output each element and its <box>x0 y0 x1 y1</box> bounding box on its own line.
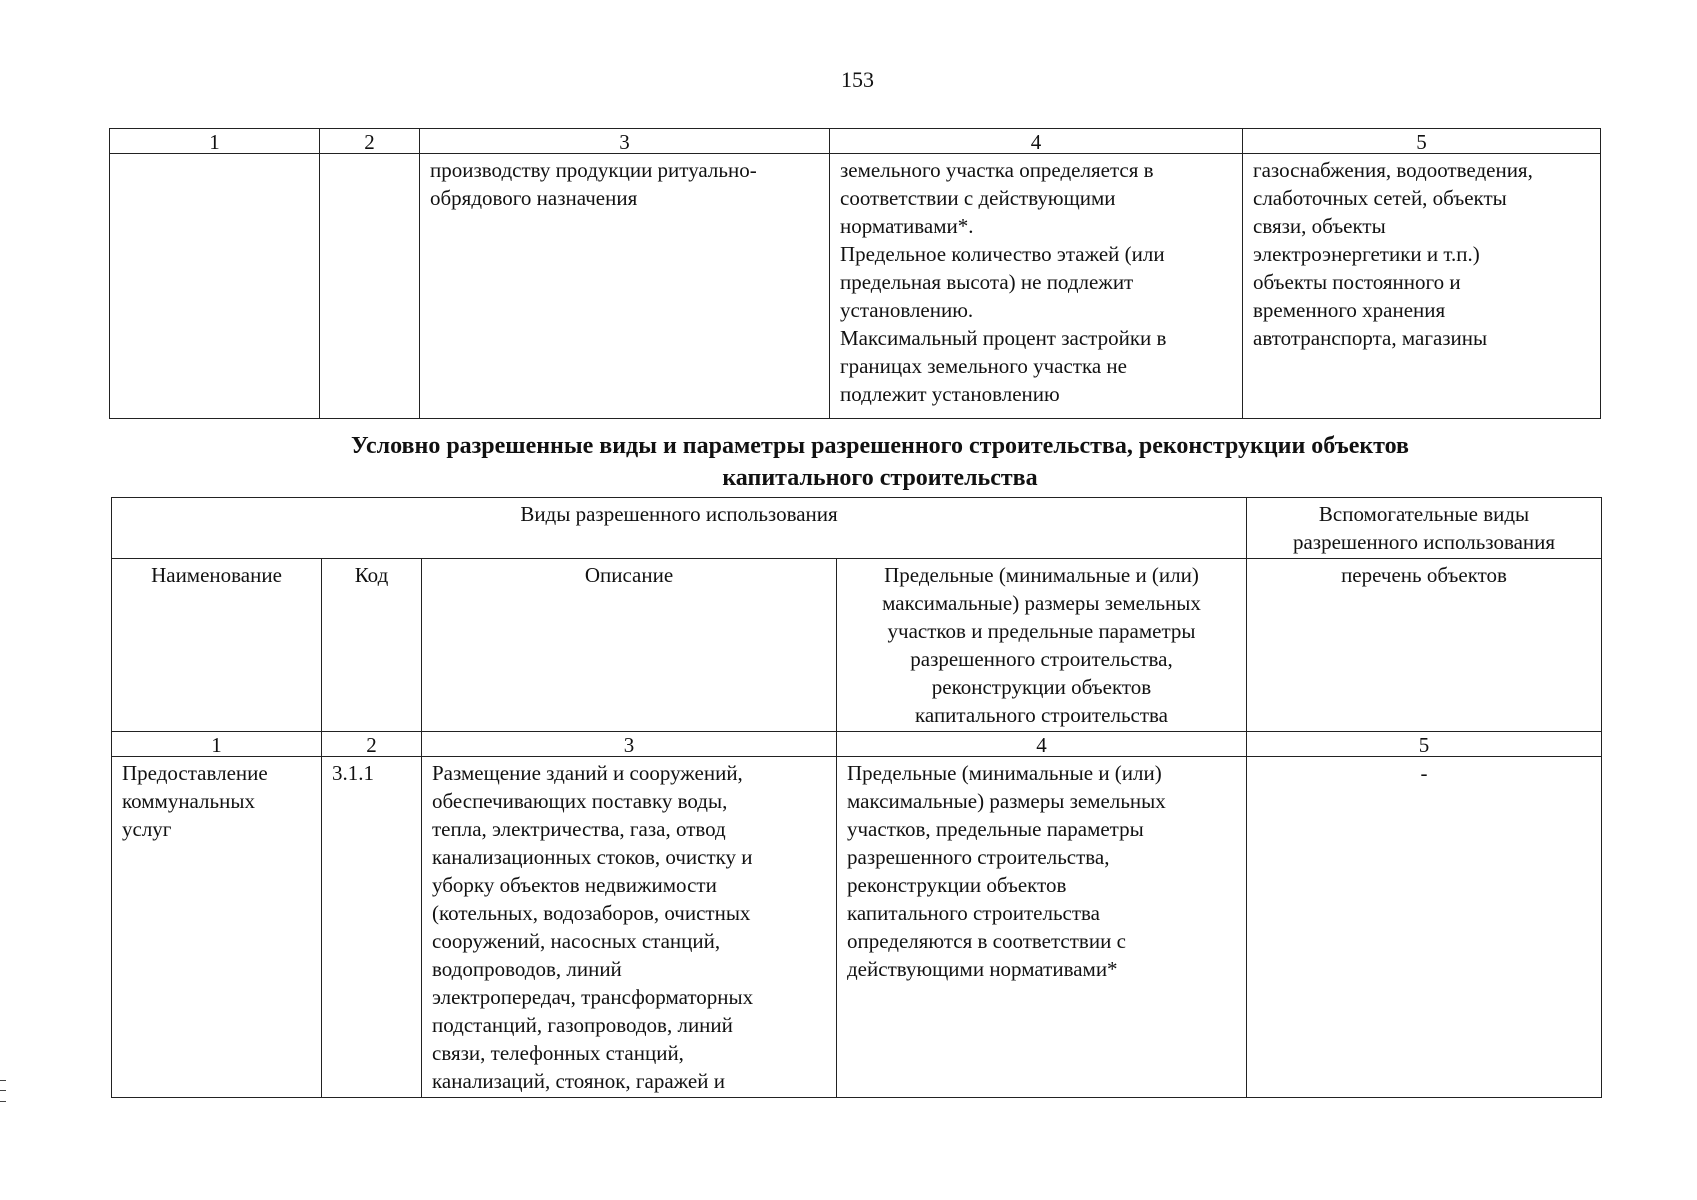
column-number: 3 <box>420 129 830 154</box>
table-row <box>110 154 1601 419</box>
cell-description: производству продукции ритуально- обрядового назначения <box>420 154 830 419</box>
cell-limits: земельного участка определяется в соответствии с действующими нормативами*. Предельное количество этажей (или предельная высота) не подлежит установлению. Максимальный процент застройки в границах земельного участка не подлежит установлению <box>830 154 1243 419</box>
conditional-uses-table <box>111 497 1602 1098</box>
column-number-row <box>112 732 1602 757</box>
cell-name <box>110 154 320 419</box>
column-number: 5 <box>1247 732 1602 757</box>
column-number: 4 <box>830 129 1243 154</box>
page-number: 153 <box>841 67 874 92</box>
header-description: Описание <box>422 559 837 732</box>
continued-table <box>109 128 1601 419</box>
cell-limits: Предельные (минимальные и (или) максимальные) размеры земельных участков, предельные параметры разрешенного строительства, реконструкции объектов капитального строительства определяются в соответствии с действующими нормативами* <box>837 757 1247 1098</box>
header-objects: перечень объектов <box>1247 559 1602 732</box>
column-number: 2 <box>322 732 422 757</box>
column-header-row <box>112 559 1602 732</box>
cell-code: 3.1.1 <box>322 757 422 1098</box>
header-code: Код <box>322 559 422 732</box>
cell-code <box>320 154 420 419</box>
table-row <box>112 757 1602 1098</box>
group-header-auxiliary: Вспомогательные виды разрешенного использования <box>1247 498 1602 559</box>
group-header-row <box>112 498 1602 559</box>
group-header-uses: Виды разрешенного использования <box>112 498 1247 559</box>
column-number: 5 <box>1243 129 1601 154</box>
scan-margin-mark <box>0 1080 6 1102</box>
column-number: 1 <box>110 129 320 154</box>
cell-description: Размещение зданий и сооружений, обеспечивающих поставку воды, тепла, электричества, газа, отвод канализационных стоков, очистку и уборку объектов недвижимости (котельных, водозаборов, очистных сооружений, насосных станций, водопроводов, линий электропередач, трансформаторных подстанций, газопроводов, линий связи, телефонных станций, канализаций, стоянок, гаражей и <box>422 757 837 1098</box>
column-number: 1 <box>112 732 322 757</box>
column-number-row <box>110 129 1601 154</box>
header-name: Наименование <box>112 559 322 732</box>
cell-objects: - <box>1247 757 1602 1098</box>
cell-objects: газоснабжения, водоотведения, слаботочных сетей, объекты связи, объекты электроэнергетики и т.п.) объекты постоянного и временного хранения автотранспорта, магазины <box>1243 154 1601 419</box>
cell-name: Предоставление коммунальных услуг <box>112 757 322 1098</box>
header-limits: Предельные (минимальные и (или) максимальные) размеры земельных участков и предельные параметры разрешенного строительства, реконструкции объектов капитального строительства <box>837 559 1247 732</box>
column-number: 3 <box>422 732 837 757</box>
column-number: 2 <box>320 129 420 154</box>
section-title: Условно разрешенные виды и параметры разрешенного строительства, реконструкции объектов капитального строительства <box>350 433 1410 491</box>
column-number: 4 <box>837 732 1247 757</box>
